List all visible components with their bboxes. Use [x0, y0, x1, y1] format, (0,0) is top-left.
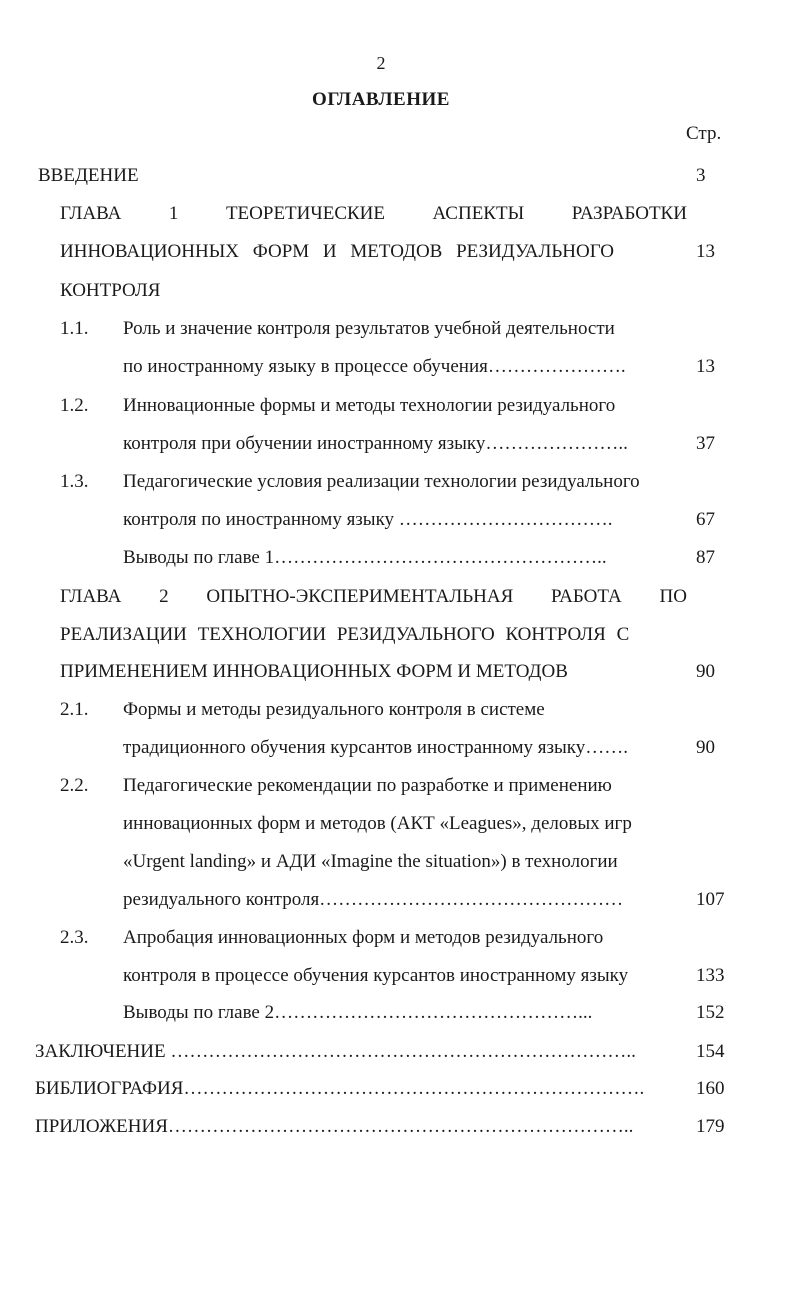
chapter-word: ТЕОРЕТИЧЕСКИЕ: [225, 203, 385, 224]
toc-label: ЗАКЛЮЧЕНИЕ ………………………………………………………………..: [35, 1042, 636, 1061]
section-number: 1.1.: [60, 318, 89, 339]
chapter-heading-line: [60, 204, 687, 223]
toc-label: Выводы по главе 1……………………………………………..: [123, 547, 607, 568]
toc-page: 13: [696, 241, 715, 262]
section-title-line: Педагогические рекомендации по разработке и применению: [123, 775, 612, 796]
section-title-line: «Urgent landing» и АДИ «Imagine the situation») в технологии: [123, 851, 618, 872]
chapter-heading-line: РЕАЛИЗАЦИИ ТЕХНОЛОГИИ РЕЗИДУАЛЬНОГО КОНТРОЛЯ С: [60, 624, 630, 645]
section-title-line: Педагогические условия реализации технологии резидуального: [123, 471, 640, 492]
section-title-line: контроля в процессе обучения курсантов иностранному языку: [123, 965, 629, 986]
toc-label: ПРИЛОЖЕНИЯ………………………………………………………………..: [35, 1117, 634, 1136]
section-number: 2.1.: [60, 699, 89, 720]
page-column-header: Стр.: [686, 123, 722, 144]
toc-label: ВВЕДЕНИЕ: [38, 165, 139, 186]
section-title-line: контроля при обучении иностранному языку…………………..: [123, 433, 628, 454]
chapter-word: РАЗРАБОТКИ: [571, 203, 687, 224]
section-title-line: Формы и методы резидуального контроля в системе: [123, 699, 545, 720]
chapter-heading-line: ПРИМЕНЕНИЕМ ИННОВАЦИОННЫХ ФОРМ И МЕТОДОВ: [60, 661, 568, 682]
chapter-word: ГЛАВА: [60, 203, 122, 224]
chapter-word: РАБОТА: [551, 586, 622, 607]
toc-label: Выводы по главе 2…………………………………………...: [123, 1002, 593, 1023]
toc-page: 133: [696, 965, 725, 986]
toc-page: 37: [696, 433, 715, 454]
toc-page: 3: [696, 165, 706, 186]
toc-page: 152: [696, 1002, 725, 1023]
section-title-line: Роль и значение контроля результатов учебной деятельности: [123, 318, 615, 339]
toc-page: 87: [696, 547, 715, 568]
toc-page: 13: [696, 356, 715, 377]
chapter-word: ГЛАВА: [60, 586, 122, 607]
toc-page: 107: [696, 889, 725, 910]
dot-leader: …………………………………………...: [274, 1002, 593, 1023]
toc-page: 90: [696, 661, 715, 682]
section-number: 1.2.: [60, 395, 89, 416]
section-title-line: контроля по иностранному языку …………………………….: [123, 509, 613, 530]
toc-page: 179: [696, 1116, 725, 1137]
section-title-line: инновационных форм и методов (АКТ «Leagues», деловых игр: [123, 813, 632, 834]
section-title-line: резидуального контроля…………………………………………: [123, 889, 624, 910]
toc-page: 90: [696, 737, 715, 758]
chapter-word: 2: [159, 586, 169, 607]
page-number: 2: [376, 53, 386, 73]
chapter-heading-line: [60, 587, 687, 606]
toc-page: 67: [696, 509, 715, 530]
chapter-word: 1: [168, 203, 179, 224]
dot-leader: ………………………………………………………………..: [165, 1042, 636, 1061]
chapter-heading-line: ИННОВАЦИОННЫХ ФОРМ И МЕТОДОВ РЕЗИДУАЛЬНОГО: [60, 241, 614, 262]
toc-page: 160: [696, 1078, 725, 1099]
chapter-word: ОПЫТНО-ЭКСПЕРИМЕНТАЛЬНАЯ: [206, 586, 514, 607]
section-title-line: традиционного обучения курсантов иностранному языку…….: [123, 737, 628, 758]
chapter-word: ПО: [659, 586, 687, 607]
section-title-line: Апробация инновационных форм и методов резидуального: [123, 927, 604, 948]
dot-leader: ……………………………………………………………….: [183, 1079, 645, 1098]
section-title-line: Инновационные формы и методы технологии резидуального: [123, 395, 616, 416]
section-title-line: по иностранному языку в процессе обучения………………….: [123, 356, 626, 377]
chapter-heading-line: КОНТРОЛЯ: [60, 280, 161, 301]
dot-leader: ………………………………………………………………..: [167, 1117, 634, 1136]
section-number: 2.2.: [60, 775, 89, 796]
section-number: 1.3.: [60, 471, 89, 492]
section-number: 2.3.: [60, 927, 89, 948]
toc-page: 154: [696, 1041, 725, 1062]
dot-leader: ……………………………………………..: [274, 547, 607, 568]
page-title: ОГЛАВЛЕНИЕ: [312, 89, 450, 110]
toc-label: БИБЛИОГРАФИЯ……………………………………………………………….: [35, 1079, 645, 1098]
chapter-word: АСПЕКТЫ: [432, 203, 525, 224]
